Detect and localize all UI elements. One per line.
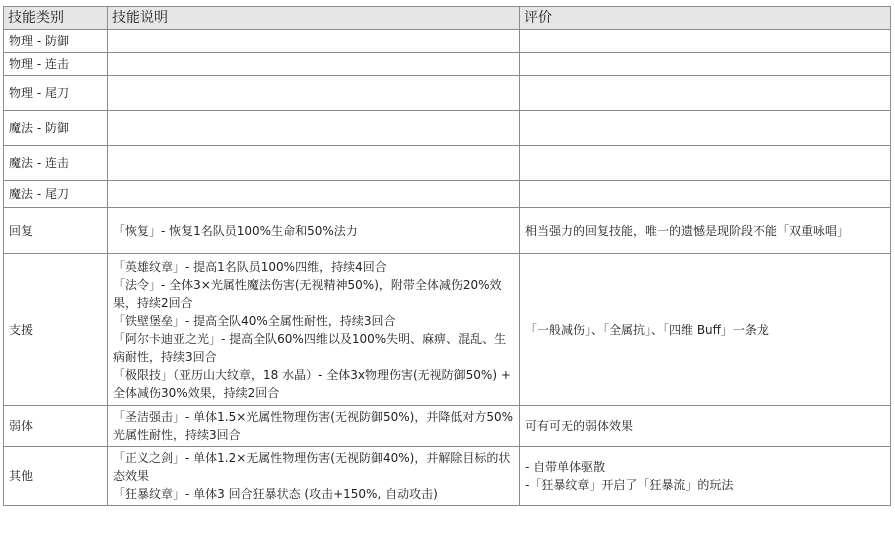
description-cell xyxy=(108,111,520,146)
evaluation-cell xyxy=(520,111,891,146)
description-cell xyxy=(108,76,520,111)
evaluation-cell xyxy=(520,30,891,53)
skill-evaluation: 可有可无的弱体效果 xyxy=(525,419,634,433)
evaluation-cell xyxy=(520,76,891,111)
table-row xyxy=(4,111,891,146)
header-row xyxy=(4,7,891,30)
skill-description: 「正义之剑」- 单体1.2×无属性物理伤害(无视防御40%)，并解除目标的状态效果 xyxy=(113,451,511,483)
table-row xyxy=(4,254,891,406)
category-cell: 物理 - 连击 xyxy=(4,53,108,76)
description-cell xyxy=(108,406,520,447)
category-cell: 魔法 - 防御 xyxy=(4,111,108,146)
table-row xyxy=(4,30,891,53)
description-cell xyxy=(108,447,520,506)
header-evaluation: 评价 xyxy=(520,7,891,30)
skill-description: 「铁壁堡垒」- 提高全队40%全属性耐性，持续3回合 xyxy=(113,313,396,328)
table-row xyxy=(4,76,891,111)
category-cell: 物理 - 尾刀 xyxy=(4,76,108,111)
evaluation-cell xyxy=(520,146,891,181)
skill-description: 「英雄纹章」- 提高1名队员100%四维，持续4回合 xyxy=(113,259,387,274)
category-cell: 魔法 - 连击 xyxy=(4,146,108,181)
category-cell: 支援 xyxy=(4,254,108,406)
skill-description: 「极限技」（亚历山大纹章，18 水晶）- 全体3x物理伤害(无视防御50%) + 全体减伤30%效果，持续2回合 xyxy=(113,367,511,400)
category-cell: 物理 - 防御 xyxy=(4,30,108,53)
table-row xyxy=(4,146,891,181)
skill-description: 「阿尔卡迪亚之光」- 提高全队60%四维以及100%失明、麻痹、混乱、生病耐性，持续3回合 xyxy=(113,331,507,364)
skill-description: 「法令」- 全体3×光属性魔法伤害(无视精神50%)，附带全体减伤20%效果，持续2回合 xyxy=(113,277,502,310)
table-row xyxy=(4,406,891,447)
header-category: 技能类别 xyxy=(4,7,108,30)
skill-evaluation: 相当强力的回复技能，唯一的遗憾是现阶段不能「双重咏唱」 xyxy=(525,223,850,238)
description-cell xyxy=(108,53,520,76)
evaluation-cell xyxy=(520,53,891,76)
skill-description: 「圣洁强击」- 单体1.5×光属性物理伤害(无视防御50%)，并降低对方50%光属性耐性，持续3回合 xyxy=(113,410,513,442)
skills-table xyxy=(3,6,891,506)
skill-evaluation: 「一般减伤」、「全属抗」、「四维 Buff」一条龙 xyxy=(525,322,769,337)
header-description: 技能说明 xyxy=(108,7,520,30)
table-row xyxy=(4,447,891,506)
description-cell xyxy=(108,146,520,181)
evaluation-cell xyxy=(520,208,891,254)
skill-description: 「狂暴纹章」- 单体3 回合狂暴状态 (攻击+150%, 自动攻击) xyxy=(113,487,438,501)
evaluation-cell xyxy=(520,406,891,447)
category-cell: 弱体 xyxy=(4,406,108,447)
evaluation-cell xyxy=(520,254,891,406)
skill-evaluation: - 自带单体驱散 xyxy=(525,460,606,474)
evaluation-cell xyxy=(520,181,891,208)
category-cell: 魔法 - 尾刀 xyxy=(4,181,108,208)
table-row xyxy=(4,181,891,208)
category-cell: 回复 xyxy=(4,208,108,254)
evaluation-cell xyxy=(520,447,891,506)
category-cell: 其他 xyxy=(4,447,108,506)
description-cell xyxy=(108,181,520,208)
skill-evaluation: -「狂暴纹章」开启了「狂暴流」的玩法 xyxy=(525,478,734,492)
description-cell xyxy=(108,254,520,406)
table-row xyxy=(4,208,891,254)
skill-description: 「恢复」- 恢复1名队员100%生命和50%法力 xyxy=(113,223,358,238)
description-cell xyxy=(108,30,520,53)
table-row xyxy=(4,53,891,76)
description-cell xyxy=(108,208,520,254)
